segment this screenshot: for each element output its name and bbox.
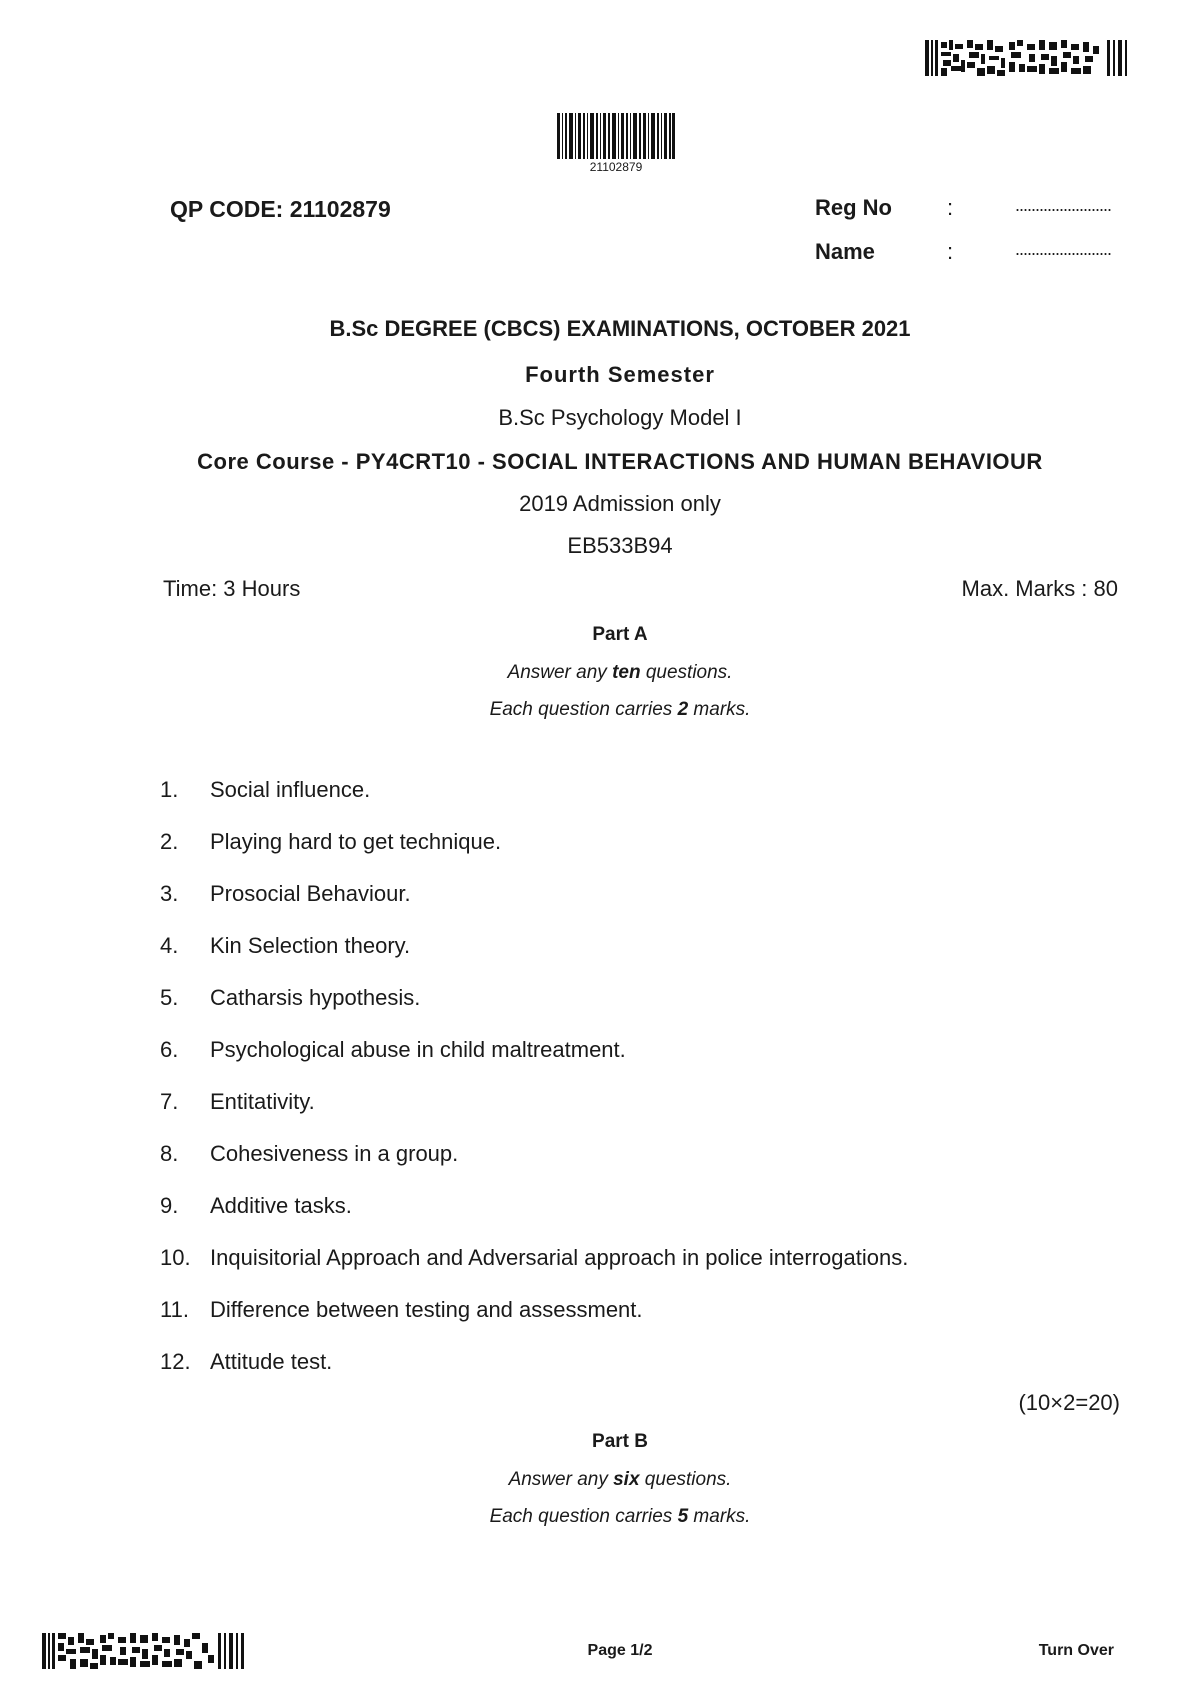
part-a-marks-total: (10×2=20) <box>1018 1390 1120 1415</box>
question-text: Cohesiveness in a group. <box>210 1141 459 1166</box>
question-text: Inquisitorial Approach and Adversarial approach in police interrogations. <box>210 1245 909 1270</box>
question-text: Catharsis hypothesis. <box>210 985 421 1010</box>
max-marks: Max. Marks : 80 <box>961 576 1118 601</box>
barcode-top-right <box>925 40 1129 76</box>
course-title: Core Course - PY4CRT10 - SOCIAL INTERACTIONS AND HUMAN BEHAVIOUR <box>197 449 1043 474</box>
qp-code: QP CODE: 21102879 <box>170 196 391 222</box>
question-number: 9. <box>160 1193 179 1218</box>
question-text: Additive tasks. <box>210 1193 352 1218</box>
part-b-instruction-2: Each question carries 5 marks. <box>489 1506 751 1527</box>
question-text: Psychological abuse in child maltreatment. <box>210 1037 626 1062</box>
name-blank: ........................ <box>1015 239 1112 259</box>
question-text: Playing hard to get technique. <box>210 829 502 854</box>
question-number: 10. <box>160 1245 191 1270</box>
question-text: Entitativity. <box>210 1089 315 1114</box>
part-b-instruction-1: Answer any six questions. <box>508 1469 732 1490</box>
admission-note: 2019 Admission only <box>519 491 721 516</box>
reg-no-field <box>815 195 1115 225</box>
name-colon: : <box>947 239 954 264</box>
question-number: 4. <box>160 933 179 958</box>
name-label: Name <box>815 239 875 264</box>
programme: B.Sc Psychology Model I <box>498 405 742 430</box>
question-text: Attitude test. <box>210 1349 333 1374</box>
reg-no-colon: : <box>947 195 954 220</box>
question-text: Difference between testing and assessment. <box>210 1297 643 1322</box>
barcode-center <box>557 113 675 159</box>
time-allowed: Time: 3 Hours <box>163 576 301 601</box>
part-a-instruction-1: Answer any ten questions. <box>507 662 733 683</box>
question-number: 7. <box>160 1089 179 1114</box>
question-number: 3. <box>160 881 179 906</box>
page-number: Page 1/2 <box>587 1642 653 1659</box>
exam-title: B.Sc DEGREE (CBCS) EXAMINATIONS, OCTOBER 2021 <box>329 316 911 341</box>
question-text: Social influence. <box>210 777 371 802</box>
question-number: 6. <box>160 1037 179 1062</box>
question-number: 5. <box>160 985 179 1010</box>
turn-over-note: Turn Over <box>1038 1642 1114 1659</box>
part-a-title: Part A <box>592 624 648 645</box>
question-number: 1. <box>160 777 179 802</box>
question-number: 12. <box>160 1349 191 1374</box>
question-number: 2. <box>160 829 179 854</box>
barcode-number: 21102879 <box>589 160 643 174</box>
part-b-title: Part B <box>592 1431 648 1452</box>
name-field <box>815 239 1115 269</box>
part-a-instruction-2: Each question carries 2 marks. <box>489 699 751 720</box>
question-number: 8. <box>160 1141 179 1166</box>
semester: Fourth Semester <box>525 362 715 387</box>
question-text: Prosocial Behaviour. <box>210 881 411 906</box>
paper-code: EB533B94 <box>567 533 673 558</box>
question-number: 11. <box>160 1297 189 1322</box>
question-text: Kin Selection theory. <box>210 933 411 958</box>
reg-no-label: Reg No <box>815 195 892 220</box>
reg-no-blank: ........................ <box>1015 195 1112 215</box>
